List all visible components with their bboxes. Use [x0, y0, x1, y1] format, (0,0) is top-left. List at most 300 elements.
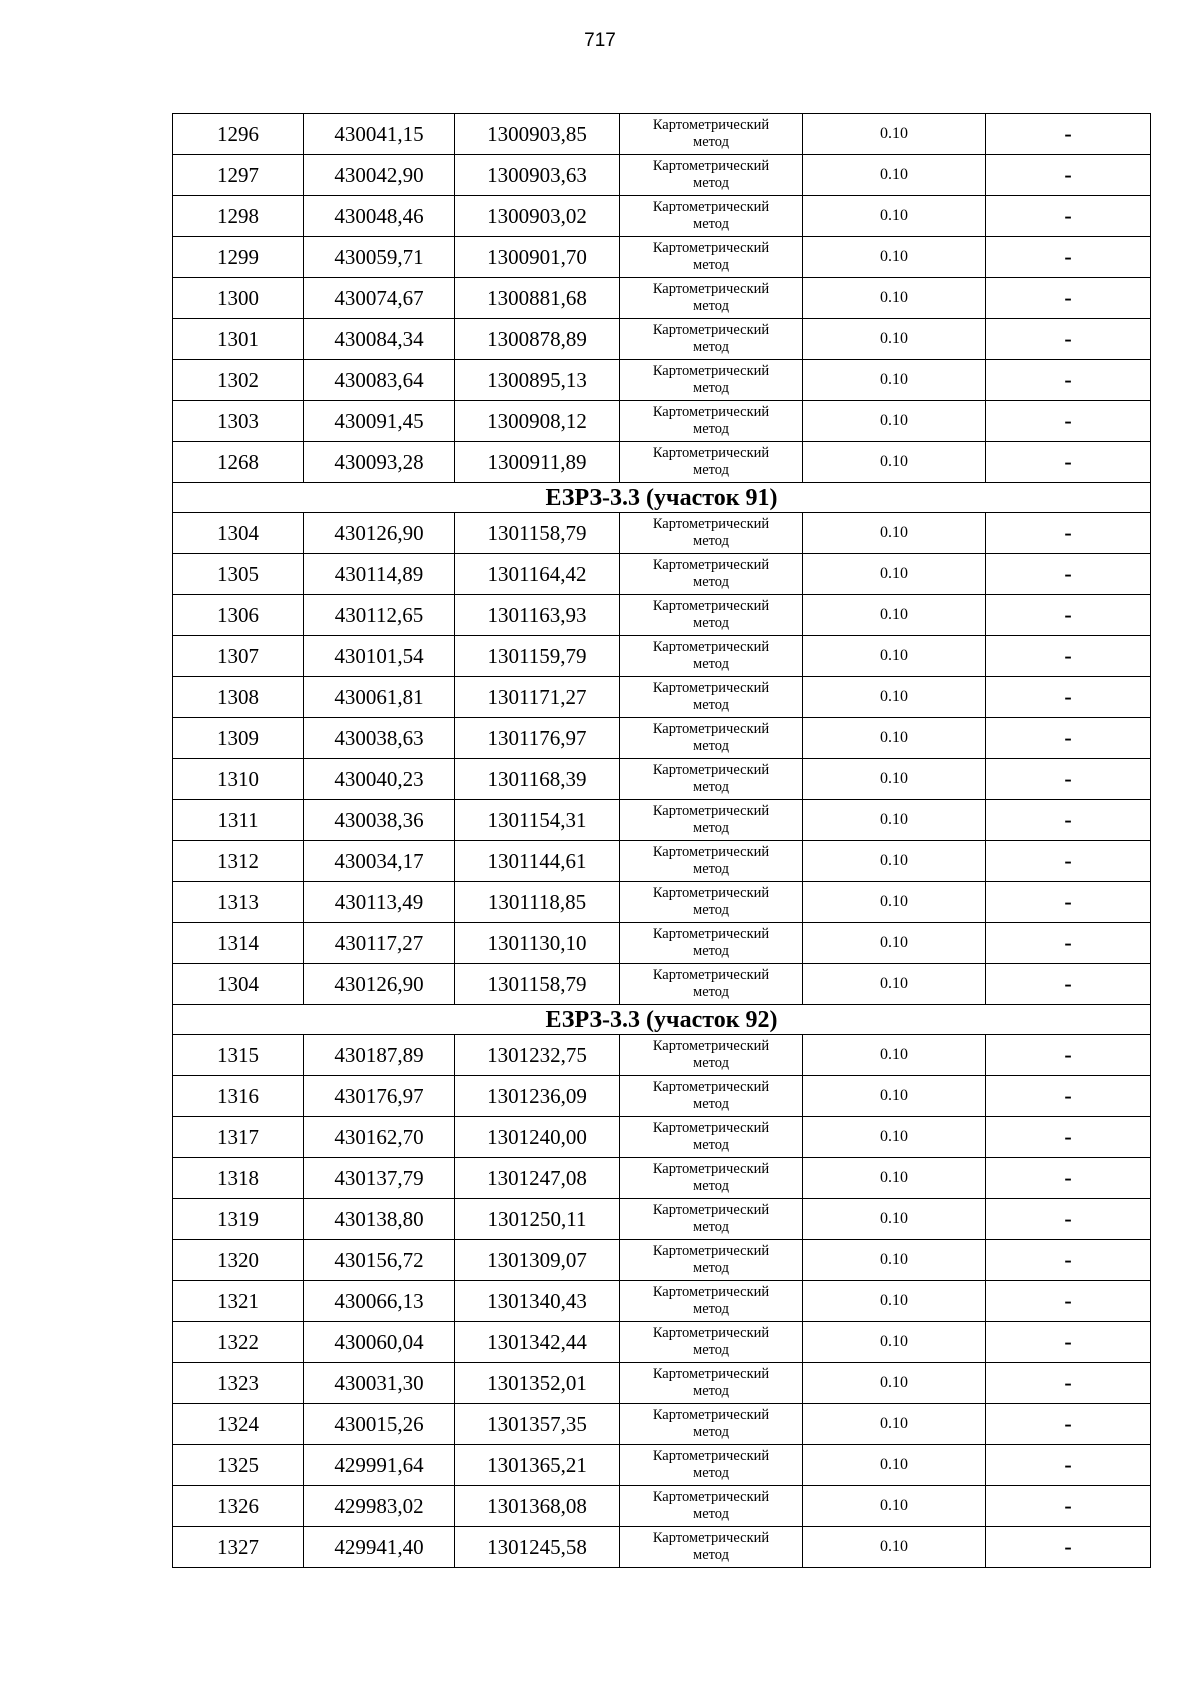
accuracy-cell: 0.10 [803, 1240, 986, 1281]
table-row [173, 964, 1151, 1005]
accuracy-cell: 0.10 [803, 319, 986, 360]
accuracy-cell: 0.10 [803, 155, 986, 196]
note-cell: - [986, 964, 1151, 1005]
method-line-1: Картометрический [652, 598, 770, 614]
accuracy-cell: 0.10 [803, 677, 986, 718]
note-cell: - [986, 1158, 1151, 1199]
x-coordinate-cell: 430048,46 [304, 196, 455, 237]
x-coordinate-cell: 430114,89 [304, 554, 455, 595]
table-row [173, 923, 1151, 964]
y-coordinate-cell: 1300881,68 [455, 278, 620, 319]
method-line-1: Картометрический [652, 926, 770, 942]
y-coordinate-cell: 1301158,79 [455, 964, 620, 1005]
table-row [173, 554, 1151, 595]
section-header-row [173, 483, 1151, 513]
table-row [173, 1445, 1151, 1486]
accuracy-cell: 0.10 [803, 718, 986, 759]
table-row [173, 1404, 1151, 1445]
y-coordinate-cell: 1301158,79 [455, 513, 620, 554]
point-number-cell: 1297 [173, 155, 304, 196]
y-coordinate-cell: 1301154,31 [455, 800, 620, 841]
method-cell [620, 882, 803, 923]
y-coordinate-cell: 1301232,75 [455, 1035, 620, 1076]
method-line-2: метод [693, 738, 729, 754]
method-line-1: Картометрический [652, 158, 770, 174]
table-row [173, 595, 1151, 636]
coordinates-table [172, 113, 1151, 1568]
table-row [173, 636, 1151, 677]
method-line-1: Картометрический [652, 762, 770, 778]
method-cell [620, 1445, 803, 1486]
y-coordinate-cell: 1300903,02 [455, 196, 620, 237]
y-coordinate-cell: 1300908,12 [455, 401, 620, 442]
accuracy-cell: 0.10 [803, 841, 986, 882]
y-coordinate-cell: 1300903,63 [455, 155, 620, 196]
table-row [173, 114, 1151, 155]
note-cell: - [986, 1445, 1151, 1486]
table-row [173, 1076, 1151, 1117]
accuracy-cell: 0.10 [803, 1035, 986, 1076]
method-line-2: метод [693, 779, 729, 795]
point-number-cell: 1298 [173, 196, 304, 237]
table-row [173, 882, 1151, 923]
method-cell [620, 1281, 803, 1322]
y-coordinate-cell: 1301118,85 [455, 882, 620, 923]
method-line-2: метод [693, 1342, 729, 1358]
y-coordinate-cell: 1301164,42 [455, 554, 620, 595]
method-cell [620, 360, 803, 401]
note-cell: - [986, 800, 1151, 841]
point-number-cell: 1326 [173, 1486, 304, 1527]
accuracy-cell: 0.10 [803, 1527, 986, 1568]
y-coordinate-cell: 1300895,13 [455, 360, 620, 401]
method-line-1: Картометрический [652, 1366, 770, 1382]
point-number-cell: 1317 [173, 1117, 304, 1158]
method-line-1: Картометрический [652, 1079, 770, 1095]
table-row [173, 237, 1151, 278]
x-coordinate-cell: 430101,54 [304, 636, 455, 677]
method-line-2: метод [693, 1465, 729, 1481]
method-line-2: метод [693, 984, 729, 1000]
point-number-cell: 1303 [173, 401, 304, 442]
y-coordinate-cell: 1301368,08 [455, 1486, 620, 1527]
x-coordinate-cell: 430137,79 [304, 1158, 455, 1199]
method-cell [620, 196, 803, 237]
note-cell: - [986, 1322, 1151, 1363]
method-line-1: Картометрический [652, 322, 770, 338]
table-row [173, 1322, 1151, 1363]
table-row [173, 1240, 1151, 1281]
x-coordinate-cell: 430074,67 [304, 278, 455, 319]
method-cell [620, 923, 803, 964]
accuracy-cell: 0.10 [803, 401, 986, 442]
method-line-2: метод [693, 1260, 729, 1276]
method-line-2: метод [693, 697, 729, 713]
x-coordinate-cell: 430093,28 [304, 442, 455, 483]
method-line-1: Картометрический [652, 1407, 770, 1423]
note-cell: - [986, 319, 1151, 360]
method-line-1: Картометрический [652, 240, 770, 256]
point-number-cell: 1323 [173, 1363, 304, 1404]
method-line-1: Картометрический [652, 1448, 770, 1464]
method-cell [620, 513, 803, 554]
table-row [173, 278, 1151, 319]
accuracy-cell: 0.10 [803, 237, 986, 278]
method-cell [620, 155, 803, 196]
method-cell [620, 1322, 803, 1363]
point-number-cell: 1296 [173, 114, 304, 155]
table-row [173, 196, 1151, 237]
x-coordinate-cell: 430042,90 [304, 155, 455, 196]
method-line-1: Картометрический [652, 1530, 770, 1546]
method-line-1: Картометрический [652, 516, 770, 532]
y-coordinate-cell: 1301352,01 [455, 1363, 620, 1404]
method-line-2: метод [693, 257, 729, 273]
y-coordinate-cell: 1301247,08 [455, 1158, 620, 1199]
x-coordinate-cell: 430187,89 [304, 1035, 455, 1076]
note-cell: - [986, 114, 1151, 155]
accuracy-cell: 0.10 [803, 442, 986, 483]
method-line-1: Картометрический [652, 844, 770, 860]
method-cell [620, 1527, 803, 1568]
accuracy-cell: 0.10 [803, 923, 986, 964]
y-coordinate-cell: 1301130,10 [455, 923, 620, 964]
point-number-cell: 1311 [173, 800, 304, 841]
x-coordinate-cell: 429941,40 [304, 1527, 455, 1568]
method-line-2: метод [693, 820, 729, 836]
x-coordinate-cell: 430031,30 [304, 1363, 455, 1404]
note-cell: - [986, 677, 1151, 718]
method-line-1: Картометрический [652, 721, 770, 737]
y-coordinate-cell: 1301163,93 [455, 595, 620, 636]
y-coordinate-cell: 1301365,21 [455, 1445, 620, 1486]
method-cell [620, 595, 803, 636]
accuracy-cell: 0.10 [803, 1158, 986, 1199]
point-number-cell: 1313 [173, 882, 304, 923]
x-coordinate-cell: 430083,64 [304, 360, 455, 401]
point-number-cell: 1268 [173, 442, 304, 483]
x-coordinate-cell: 429991,64 [304, 1445, 455, 1486]
x-coordinate-cell: 430091,45 [304, 401, 455, 442]
x-coordinate-cell: 430034,17 [304, 841, 455, 882]
point-number-cell: 1308 [173, 677, 304, 718]
table-row [173, 841, 1151, 882]
method-line-1: Картометрический [652, 557, 770, 573]
y-coordinate-cell: 1300903,85 [455, 114, 620, 155]
note-cell: - [986, 278, 1151, 319]
note-cell: - [986, 1281, 1151, 1322]
method-cell [620, 636, 803, 677]
x-coordinate-cell: 430084,34 [304, 319, 455, 360]
table-row [173, 1035, 1151, 1076]
point-number-cell: 1304 [173, 964, 304, 1005]
point-number-cell: 1325 [173, 1445, 304, 1486]
method-line-2: метод [693, 574, 729, 590]
accuracy-cell: 0.10 [803, 554, 986, 595]
point-number-cell: 1304 [173, 513, 304, 554]
x-coordinate-cell: 430176,97 [304, 1076, 455, 1117]
note-cell: - [986, 1363, 1151, 1404]
method-cell [620, 1404, 803, 1445]
section-title: ЕЗРЗ-3.3 (участок 92) [173, 1005, 1151, 1035]
x-coordinate-cell: 430040,23 [304, 759, 455, 800]
table-row [173, 401, 1151, 442]
method-cell [620, 554, 803, 595]
note-cell: - [986, 1035, 1151, 1076]
point-number-cell: 1318 [173, 1158, 304, 1199]
note-cell: - [986, 759, 1151, 800]
point-number-cell: 1324 [173, 1404, 304, 1445]
table-row [173, 759, 1151, 800]
section-title: ЕЗРЗ-3.3 (участок 91) [173, 483, 1151, 513]
y-coordinate-cell: 1301342,44 [455, 1322, 620, 1363]
accuracy-cell: 0.10 [803, 513, 986, 554]
x-coordinate-cell: 430041,15 [304, 114, 455, 155]
y-coordinate-cell: 1301171,27 [455, 677, 620, 718]
accuracy-cell: 0.10 [803, 1281, 986, 1322]
method-line-1: Картометрический [652, 404, 770, 420]
table-row [173, 677, 1151, 718]
method-cell [620, 1117, 803, 1158]
point-number-cell: 1316 [173, 1076, 304, 1117]
note-cell: - [986, 401, 1151, 442]
y-coordinate-cell: 1300901,70 [455, 237, 620, 278]
note-cell: - [986, 360, 1151, 401]
method-line-1: Картометрический [652, 680, 770, 696]
method-cell [620, 1076, 803, 1117]
point-number-cell: 1301 [173, 319, 304, 360]
point-number-cell: 1306 [173, 595, 304, 636]
method-line-1: Картометрический [652, 639, 770, 655]
x-coordinate-cell: 429983,02 [304, 1486, 455, 1527]
point-number-cell: 1299 [173, 237, 304, 278]
method-line-1: Картометрический [652, 885, 770, 901]
method-line-2: метод [693, 462, 729, 478]
note-cell: - [986, 1076, 1151, 1117]
table-row [173, 155, 1151, 196]
y-coordinate-cell: 1301357,35 [455, 1404, 620, 1445]
y-coordinate-cell: 1301340,43 [455, 1281, 620, 1322]
method-line-1: Картометрический [652, 1202, 770, 1218]
accuracy-cell: 0.10 [803, 1322, 986, 1363]
accuracy-cell: 0.10 [803, 1076, 986, 1117]
method-cell [620, 759, 803, 800]
point-number-cell: 1321 [173, 1281, 304, 1322]
table-row [173, 1281, 1151, 1322]
point-number-cell: 1307 [173, 636, 304, 677]
note-cell: - [986, 237, 1151, 278]
note-cell: - [986, 1486, 1151, 1527]
note-cell: - [986, 155, 1151, 196]
note-cell: - [986, 1527, 1151, 1568]
method-line-1: Картометрический [652, 1325, 770, 1341]
method-line-1: Картометрический [652, 1284, 770, 1300]
accuracy-cell: 0.10 [803, 196, 986, 237]
y-coordinate-cell: 1301245,58 [455, 1527, 620, 1568]
note-cell: - [986, 882, 1151, 923]
point-number-cell: 1300 [173, 278, 304, 319]
method-line-1: Картометрический [652, 1161, 770, 1177]
method-cell [620, 1035, 803, 1076]
x-coordinate-cell: 430061,81 [304, 677, 455, 718]
x-coordinate-cell: 430117,27 [304, 923, 455, 964]
accuracy-cell: 0.10 [803, 882, 986, 923]
method-line-1: Картометрический [652, 1243, 770, 1259]
x-coordinate-cell: 430038,63 [304, 718, 455, 759]
method-line-2: метод [693, 421, 729, 437]
y-coordinate-cell: 1301250,11 [455, 1199, 620, 1240]
method-cell [620, 114, 803, 155]
method-cell [620, 1486, 803, 1527]
accuracy-cell: 0.10 [803, 1117, 986, 1158]
table-row [173, 1199, 1151, 1240]
point-number-cell: 1312 [173, 841, 304, 882]
x-coordinate-cell: 430060,04 [304, 1322, 455, 1363]
y-coordinate-cell: 1301240,00 [455, 1117, 620, 1158]
table-row [173, 1363, 1151, 1404]
x-coordinate-cell: 430015,26 [304, 1404, 455, 1445]
method-line-2: метод [693, 1424, 729, 1440]
method-line-2: метод [693, 1547, 729, 1563]
note-cell: - [986, 196, 1151, 237]
method-line-1: Картометрический [652, 445, 770, 461]
x-coordinate-cell: 430112,65 [304, 595, 455, 636]
table-row [173, 1158, 1151, 1199]
x-coordinate-cell: 430066,13 [304, 1281, 455, 1322]
method-line-2: метод [693, 175, 729, 191]
method-line-2: метод [693, 615, 729, 631]
point-number-cell: 1314 [173, 923, 304, 964]
method-line-1: Картометрический [652, 967, 770, 983]
table-row [173, 442, 1151, 483]
y-coordinate-cell: 1301159,79 [455, 636, 620, 677]
x-coordinate-cell: 430162,70 [304, 1117, 455, 1158]
method-cell [620, 964, 803, 1005]
method-cell [620, 278, 803, 319]
method-cell [620, 319, 803, 360]
accuracy-cell: 0.10 [803, 1445, 986, 1486]
point-number-cell: 1305 [173, 554, 304, 595]
accuracy-cell: 0.10 [803, 964, 986, 1005]
accuracy-cell: 0.10 [803, 1486, 986, 1527]
method-line-2: метод [693, 380, 729, 396]
table-row [173, 513, 1151, 554]
y-coordinate-cell: 1301144,61 [455, 841, 620, 882]
method-line-2: метод [693, 656, 729, 672]
table-row [173, 1117, 1151, 1158]
method-line-2: метод [693, 533, 729, 549]
y-coordinate-cell: 1301176,97 [455, 718, 620, 759]
note-cell: - [986, 442, 1151, 483]
table-row [173, 1486, 1151, 1527]
note-cell: - [986, 636, 1151, 677]
method-line-1: Картометрический [652, 281, 770, 297]
table-body [173, 114, 1151, 1568]
method-line-2: метод [693, 1096, 729, 1112]
point-number-cell: 1320 [173, 1240, 304, 1281]
table-row [173, 319, 1151, 360]
x-coordinate-cell: 430126,90 [304, 513, 455, 554]
note-cell: - [986, 595, 1151, 636]
point-number-cell: 1310 [173, 759, 304, 800]
table-row [173, 360, 1151, 401]
x-coordinate-cell: 430156,72 [304, 1240, 455, 1281]
method-line-2: метод [693, 1055, 729, 1071]
method-line-2: метод [693, 1219, 729, 1235]
y-coordinate-cell: 1300878,89 [455, 319, 620, 360]
method-line-2: метод [693, 902, 729, 918]
method-line-2: метод [693, 134, 729, 150]
x-coordinate-cell: 430138,80 [304, 1199, 455, 1240]
point-number-cell: 1319 [173, 1199, 304, 1240]
method-line-2: метод [693, 1383, 729, 1399]
note-cell: - [986, 554, 1151, 595]
x-coordinate-cell: 430038,36 [304, 800, 455, 841]
point-number-cell: 1322 [173, 1322, 304, 1363]
method-line-2: метод [693, 1137, 729, 1153]
point-number-cell: 1315 [173, 1035, 304, 1076]
method-line-1: Картометрический [652, 1038, 770, 1054]
method-line-2: метод [693, 1506, 729, 1522]
method-line-1: Картометрический [652, 117, 770, 133]
method-cell [620, 841, 803, 882]
point-number-cell: 1302 [173, 360, 304, 401]
method-line-1: Картометрический [652, 1120, 770, 1136]
point-number-cell: 1309 [173, 718, 304, 759]
note-cell: - [986, 718, 1151, 759]
accuracy-cell: 0.10 [803, 595, 986, 636]
accuracy-cell: 0.10 [803, 360, 986, 401]
table-row [173, 1527, 1151, 1568]
method-line-1: Картометрический [652, 1489, 770, 1505]
note-cell: - [986, 923, 1151, 964]
accuracy-cell: 0.10 [803, 114, 986, 155]
method-cell [620, 1199, 803, 1240]
method-line-2: метод [693, 216, 729, 232]
x-coordinate-cell: 430113,49 [304, 882, 455, 923]
method-cell [620, 1363, 803, 1404]
page-number: 717 [584, 30, 616, 51]
table-row [173, 800, 1151, 841]
method-line-1: Картометрический [652, 199, 770, 215]
accuracy-cell: 0.10 [803, 800, 986, 841]
method-cell [620, 1158, 803, 1199]
method-line-2: метод [693, 298, 729, 314]
x-coordinate-cell: 430059,71 [304, 237, 455, 278]
accuracy-cell: 0.10 [803, 759, 986, 800]
y-coordinate-cell: 1301309,07 [455, 1240, 620, 1281]
method-line-2: метод [693, 339, 729, 355]
note-cell: - [986, 1199, 1151, 1240]
method-cell [620, 1240, 803, 1281]
accuracy-cell: 0.10 [803, 278, 986, 319]
section-header-row [173, 1005, 1151, 1035]
method-line-1: Картометрический [652, 803, 770, 819]
accuracy-cell: 0.10 [803, 1404, 986, 1445]
method-cell [620, 677, 803, 718]
method-cell [620, 718, 803, 759]
note-cell: - [986, 513, 1151, 554]
method-line-2: метод [693, 1301, 729, 1317]
table-row [173, 718, 1151, 759]
method-cell [620, 800, 803, 841]
y-coordinate-cell: 1300911,89 [455, 442, 620, 483]
note-cell: - [986, 1240, 1151, 1281]
method-cell [620, 442, 803, 483]
method-line-2: метод [693, 861, 729, 877]
accuracy-cell: 0.10 [803, 636, 986, 677]
y-coordinate-cell: 1301168,39 [455, 759, 620, 800]
